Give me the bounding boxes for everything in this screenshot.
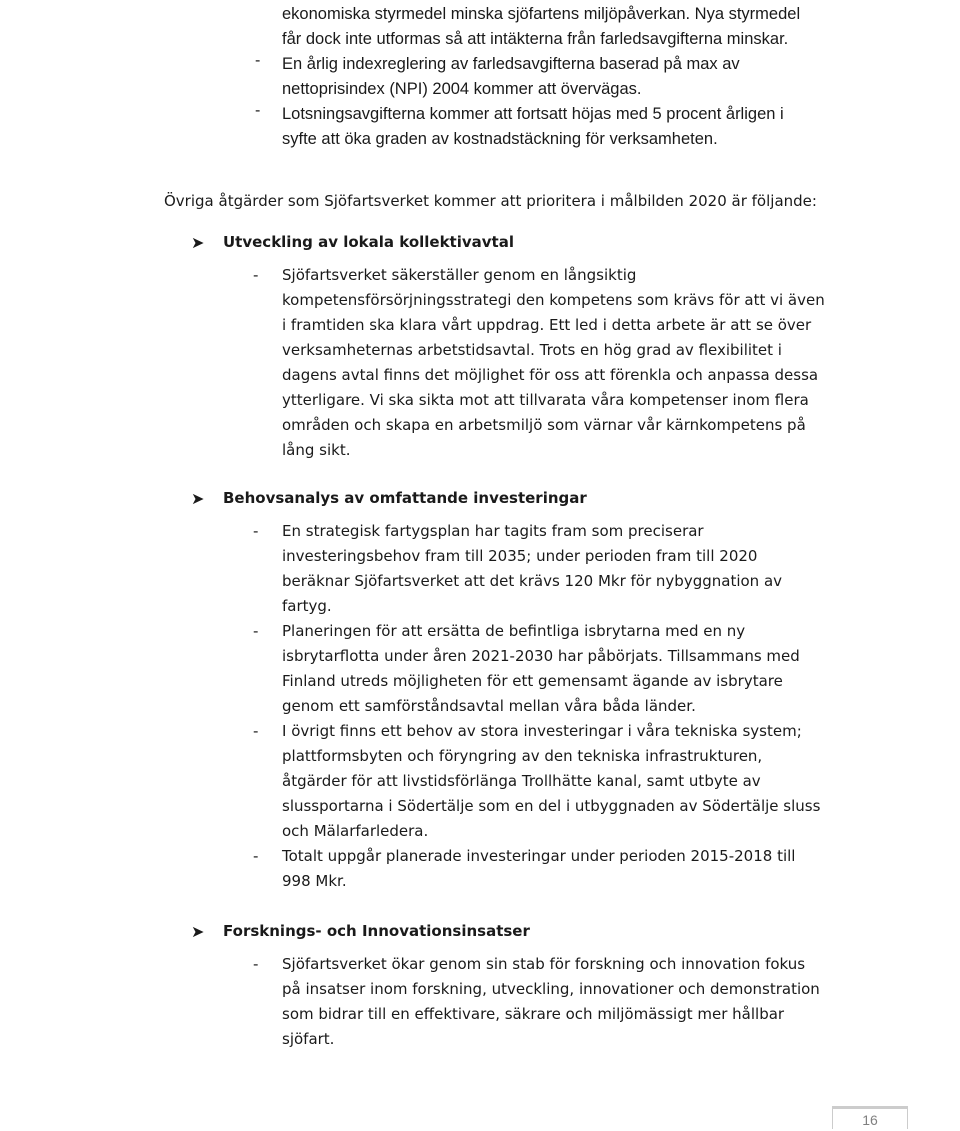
section-lokala-kollektivavtal (191, 230, 831, 463)
arrow-bullet-icon: ➤ (191, 922, 205, 941)
text-line: sjöfart. (282, 1030, 335, 1048)
section-heading-text: Behovsanalys av omfattande investeringar (223, 489, 587, 507)
section-item (191, 519, 831, 619)
intro-paragraph: Övriga åtgärder som Sjöfartsverket kommer att prioritera i målbilden 2020 är följande: (164, 192, 817, 210)
text-line: En årlig indexreglering av farledsavgifterna baserad på max av (282, 55, 740, 73)
top-bullet-1 (250, 52, 810, 102)
text-line: I övrigt finns ett behov av stora investeringar i våra tekniska system; (282, 722, 802, 740)
text-line: isbrytarflotta under åren 2021-2030 har påbörjats. Tillsammans med (282, 647, 800, 665)
text-line: ytterligare. Vi ska sikta mot att tillvarata våra kompetenser inom flera (282, 391, 809, 409)
text-line: på insatser inom forskning, utveckling, innovationer och demonstration (282, 980, 820, 998)
bullet-dash: - (253, 622, 259, 640)
text-line: nettoprisindex (NPI) 2004 kommer att övervägas. (282, 80, 642, 98)
bullet-dash: - (255, 102, 261, 119)
top-bullet-0 (250, 2, 810, 52)
text-line: Planeringen för att ersätta de befintliga isbrytarna med en ny (282, 622, 746, 640)
text-line: lång sikt. (282, 441, 351, 459)
text-line: En strategisk fartygsplan har tagits fram som preciserar (282, 522, 704, 540)
top-bullet-2 (250, 102, 810, 152)
bullet-dash: - (253, 955, 259, 973)
text-line: Sjöfartsverket ökar genom sin stab för forskning och innovation fokus (282, 955, 806, 973)
section-heading (191, 230, 831, 255)
bullet-dash: - (253, 266, 259, 284)
section-forskning-innovation (191, 919, 831, 1052)
text-line: syfte att öka graden av kostnadstäckning för verksamheten. (282, 130, 718, 148)
text-line: beräknar Sjöfartsverket att det krävs 120 Mkr för nybyggnation av (282, 572, 783, 590)
section-heading-text: Utveckling av lokala kollektivavtal (223, 233, 514, 251)
text-line: kompetensförsörjningsstrategi den kompetens som krävs för att vi även (282, 291, 825, 309)
text-line: genom ett samförståndsavtal mellan våra båda länder. (282, 697, 696, 715)
section-item (191, 844, 831, 894)
section-heading-text: Forsknings- och Innovationsinsatser (223, 922, 530, 940)
section-heading (191, 919, 831, 944)
text-line: i framtiden ska klara vårt uppdrag. Ett led i detta arbete är att se över (282, 316, 812, 334)
text-line: 998 Mkr. (282, 872, 347, 890)
text-line: och Mälarfarledera. (282, 822, 429, 840)
section-item (191, 952, 831, 1052)
page-number-box (832, 1106, 908, 1129)
text-line: fartyg. (282, 597, 332, 615)
section-behovsanalys (191, 486, 831, 894)
section-item (191, 263, 831, 463)
text-line: Lotsningsavgifterna kommer att fortsatt höjas med 5 procent årligen i (282, 105, 784, 123)
arrow-bullet-icon: ➤ (191, 233, 205, 252)
section-heading (191, 486, 831, 511)
text-line: Finland utreds möjligheten för ett gemensamt ägande av isbrytare (282, 672, 783, 690)
top-bullet-list (250, 2, 810, 152)
text-line: investeringsbehov fram till 2035; under perioden fram till 2020 (282, 547, 758, 565)
section-item (191, 619, 831, 719)
text-line: ekonomiska styrmedel minska sjöfartens miljöpåverkan. Nya styrmedel (282, 5, 801, 23)
text-line: dagens avtal finns det möjlighet för oss att förenkla och anpassa dessa (282, 366, 819, 384)
bullet-dash: - (255, 52, 261, 69)
text-line: får dock inte utformas så att intäkterna från farledsavgifterna minskar. (282, 30, 789, 48)
text-line: åtgärder för att livstidsförlänga Trollhätte kanal, samt utbyte av (282, 772, 761, 790)
bullet-dash: - (253, 522, 259, 540)
text-line: plattformsbyten och föryngring av den tekniska infrastrukturen, (282, 747, 763, 765)
section-item (191, 719, 831, 844)
text-line: Totalt uppgår planerade investeringar under perioden 2015-2018 till (282, 847, 796, 865)
bullet-dash: - (253, 722, 259, 740)
arrow-bullet-icon: ➤ (191, 489, 205, 508)
page-number: 16 (862, 1112, 878, 1128)
text-line: slussportarna i Södertälje som en del i utbyggnaden av Södertälje sluss (282, 797, 821, 815)
bullet-dash: - (253, 847, 259, 865)
text-line: Sjöfartsverket säkerställer genom en långsiktig (282, 266, 637, 284)
text-line: verksamheternas arbetstidsavtal. Trots en hög grad av flexibilitet i (282, 341, 782, 359)
text-line: som bidrar till en effektivare, säkrare och miljömässigt mer hållbar (282, 1005, 785, 1023)
text-line: områden och skapa en arbetsmiljö som värnar vår kärnkompetens på (282, 416, 806, 434)
